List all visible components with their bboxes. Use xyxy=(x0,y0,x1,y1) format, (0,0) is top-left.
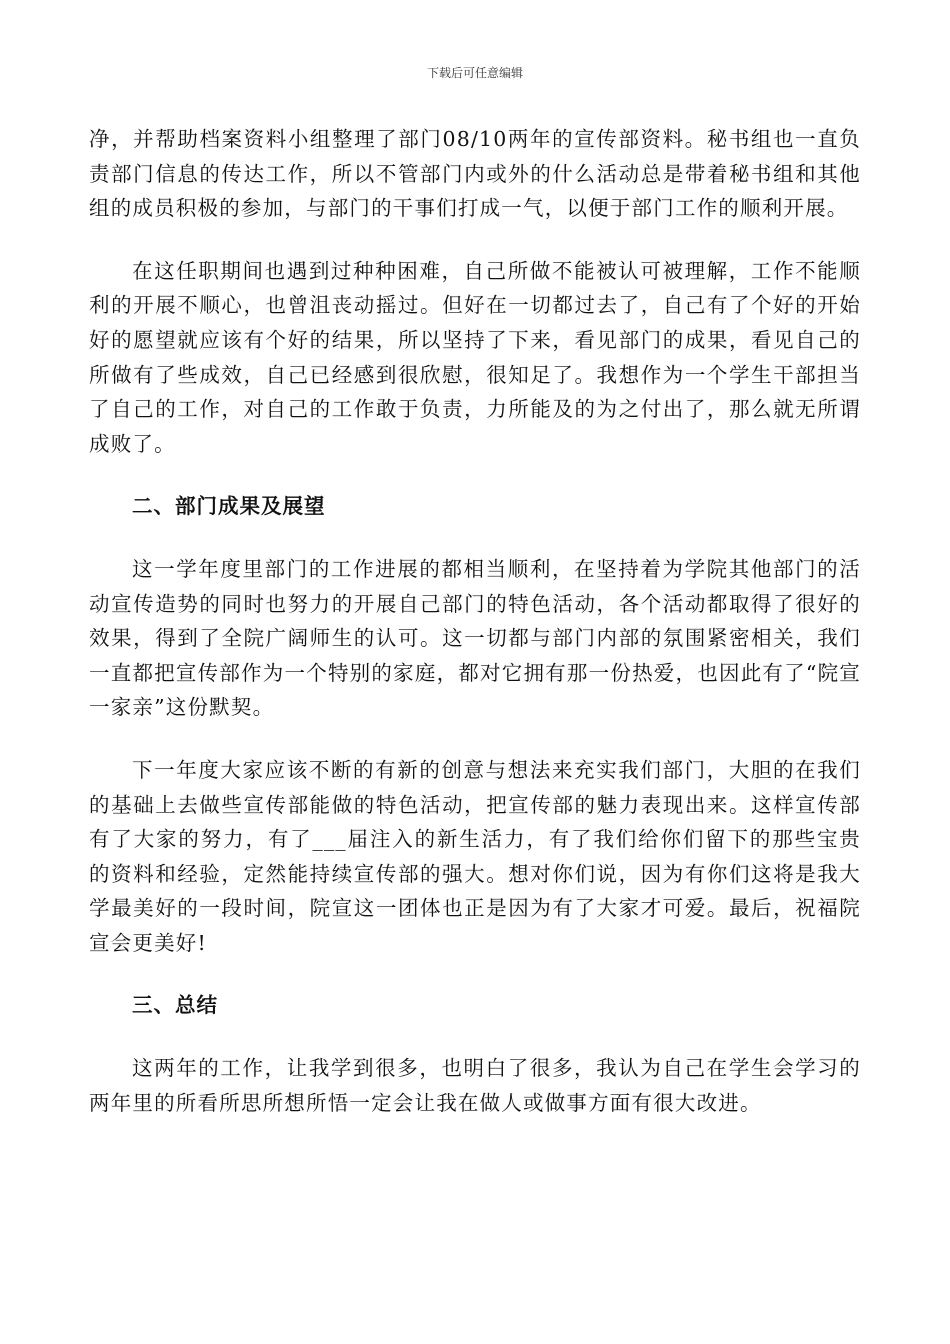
paragraph-difficulties: 在这任职期间也遇到过种种困难，自己所做不能被认可被理解，工作不能顺利的开展不顺心，也曾沮丧动摇过。但好在一切都过去了，自己有了个好的开始好的愿望就应该有个好的结果，所以坚持了下来，看见部门的成果，看见自己的所做有了些成效，自己已经感到很欣慰，很知足了。我想作为一个学生干部担当了自己的工作，对自己的工作敢于负责，力所能及的为之付出了，那么就无所谓成败了。 xyxy=(89,258,861,456)
paragraph-continuation: 净，并帮助档案资料小组整理了部门08/10两年的宣传部资料。秘书组也一直负责部门信息的传达工作，所以不管部门内或外的什么活动总是带着秘书组和其他组的成员积极的参加，与部门的干事们打成一气，以便于部门工作的顺利开展。 xyxy=(89,127,861,221)
paragraph-summary: 这两年的工作，让我学到很多，也明白了很多，我认为自己在学生会学习的两年里的所看所思所想所悟一定会让我在做人或做事方面有很大改进。 xyxy=(89,1056,861,1115)
paragraph-achievements: 这一学年度里部门的工作进展的都相当顺利，在坚持着为学院其他部门的活动宣传造势的同时也努力的开展自己部门的特色活动，各个活动都取得了很好的效果，得到了全院广阔师生的认可。这一切都与部门内部的氛围紧密相关，我们一直都把宣传部作为一个特别的家庭，都对它拥有那一份热爱，也因此有了“院宣一家亲”这份默契。 xyxy=(89,556,861,720)
section-heading-achievements: 二、部门成果及展望 xyxy=(132,494,326,519)
paragraph-outlook: 下一年度大家应该不断的有新的创意与想法来充实我们部门，大胆的在我们的基础上去做些宣传部能做的特色活动，把宣传部的魅力表现出来。这样宣传部有了大家的努力，有了___届注入的新生活力，有了我们给你们留下的那些宝贵的资料和经验，定然能持续宣传部的强大。想对你们说，因为有你们这将是我大学最美好的一段时间，院宣这一团体也正是因为有了大家才可爱。最后，祝福院宣会更美好! xyxy=(89,757,861,955)
section-heading-summary: 三、总结 xyxy=(132,993,218,1018)
page-header: 下载后可任意编辑 xyxy=(426,66,523,80)
document-body xyxy=(89,122,861,1120)
